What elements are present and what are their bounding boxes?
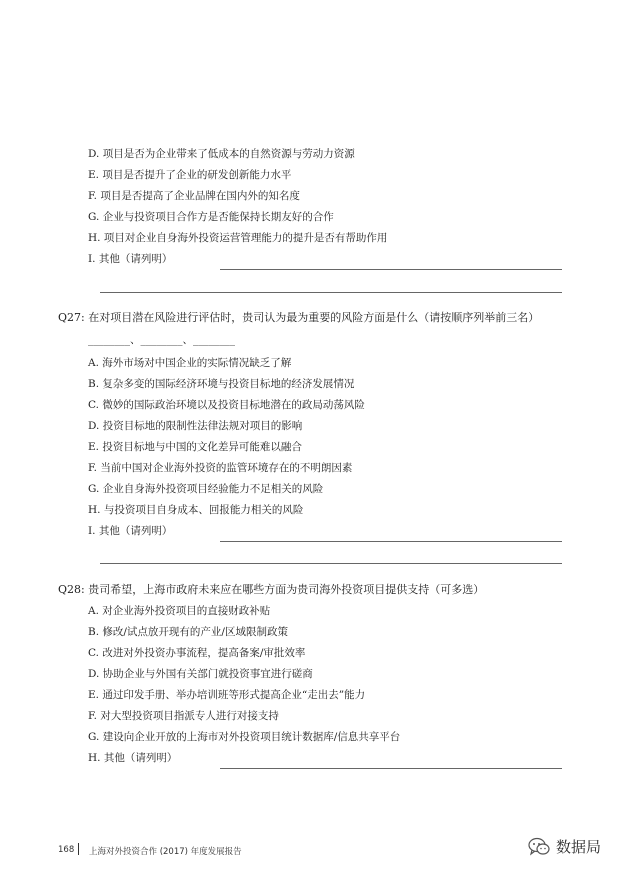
q26-option-i: I. 其他（请列明） — [88, 253, 173, 265]
page-number: 168 — [58, 845, 75, 855]
q27-option-g: G. 企业自身海外投资项目经验能力不足相关的风险 — [88, 483, 324, 495]
q27-answer-line-2[interactable] — [100, 563, 562, 564]
watermark-text: 数据局 — [556, 838, 602, 856]
q26-option-h: H. 项目对企业自身海外投资运营管理能力的提升是否有帮助作用 — [88, 232, 388, 244]
q28-option-e: E. 通过印发手册、举办培训班等形式提高企业“走出去”能力 — [88, 689, 366, 701]
q26-option-f: F. 项目是否提高了企业品牌在国内外的知名度 — [88, 190, 300, 202]
q27-option-f: F. 当前中国对企业海外投资的监管环境存在的不明朗因素 — [88, 462, 353, 474]
q27-ranking-blanks[interactable]: ________、________、________ — [88, 334, 235, 346]
footer-divider — [78, 843, 79, 855]
q28-option-b: B. 修改/试点放开现有的产业/区域限制政策 — [88, 626, 288, 638]
q27-option-i: I. 其他（请列明） — [88, 525, 173, 537]
q26-option-d: D. 项目是否为企业带来了低成本的自然资源与劳动力资源 — [88, 148, 355, 160]
q27-option-a: A. 海外市场对中国企业的实际情况缺乏了解 — [88, 357, 292, 369]
q27-option-e: E. 投资目标地与中国的文化差异可能难以融合 — [88, 441, 302, 453]
q26-option-e: E. 项目是否提升了企业的研发创新能力水平 — [88, 169, 292, 181]
q26-answer-line-2[interactable] — [100, 292, 562, 293]
q28-question: Q28: 贵司希望，上海市政府未来应在哪些方面为贵司海外投资项目提供支持（可多选） — [58, 583, 485, 596]
q27-option-b: B. 复杂多变的国际经济环境与投资目标地的经济发展情况 — [88, 378, 355, 390]
report-title: 上海对外投资合作 (2017) 年度发展报告 — [89, 847, 242, 857]
q26-option-g: G. 企业与投资项目合作方是否能保持长期友好的合作 — [88, 211, 334, 223]
q28-option-d: D. 协助企业与外国有关部门就投资事宜进行磋商 — [88, 668, 313, 680]
wechat-icon — [528, 837, 550, 857]
q27-answer-line[interactable] — [220, 541, 562, 542]
q27-option-d: D. 投资目标地的限制性法律法规对项目的影响 — [88, 420, 303, 432]
q27-option-h: H. 与投资项目自身成本、回报能力相关的风险 — [88, 504, 304, 516]
q28-option-a: A. 对企业海外投资项目的直接财政补贴 — [88, 605, 271, 617]
q27-option-c: C. 微妙的国际政治环境以及投资目标地潜在的政局动荡风险 — [88, 399, 365, 411]
q28-option-c: C. 改进对外投资办事流程，提高备案/审批效率 — [88, 647, 306, 659]
q28-answer-line[interactable] — [220, 768, 562, 769]
q26-answer-line[interactable] — [220, 269, 562, 270]
q27-question: Q27: 在对项目潜在风险进行评估时，贵司认为最为重要的风险方面是什么（请按顺序列举前三名） — [58, 311, 540, 324]
q28-option-f: F. 对大型投资项目指派专人进行对接支持 — [88, 710, 279, 722]
q28-option-g: G. 建设向企业开放的上海市对外投资项目统计数据库/信息共享平台 — [88, 731, 401, 743]
q28-option-h: H. 其他（请列明） — [88, 752, 178, 764]
watermark — [528, 836, 601, 857]
